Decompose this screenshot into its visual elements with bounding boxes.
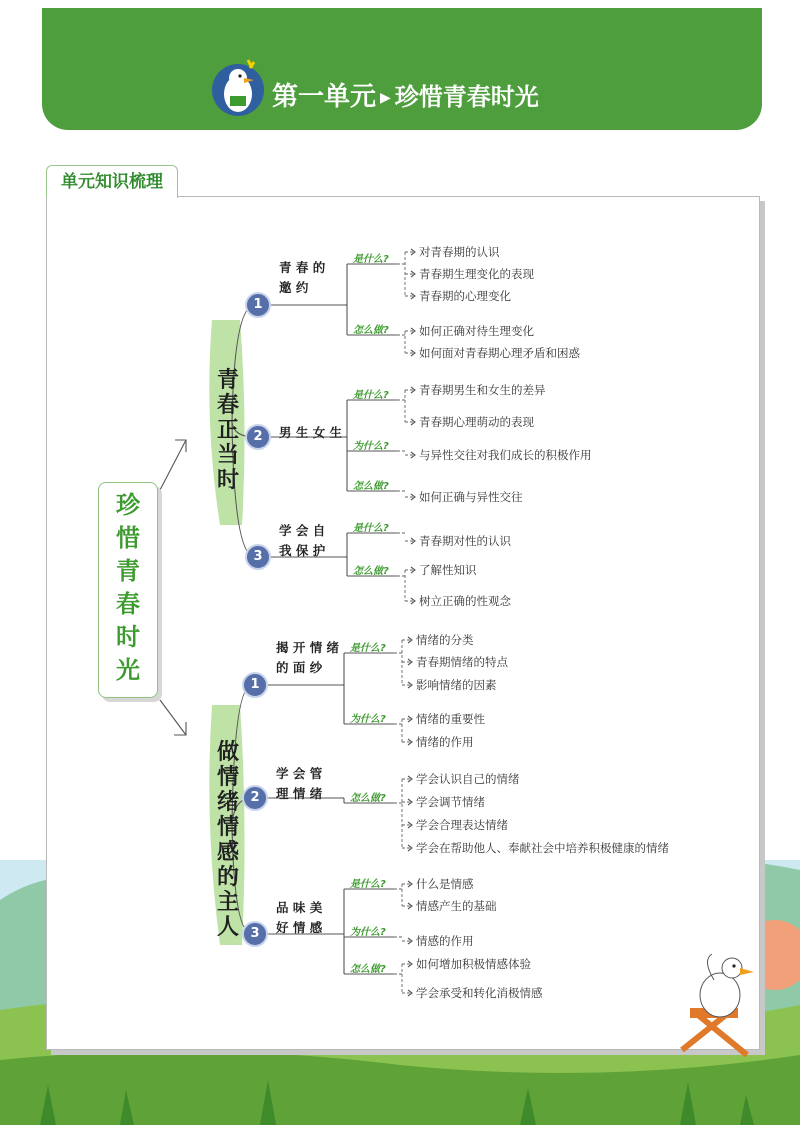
knowledge-item: 情绪的重要性 bbox=[416, 712, 485, 726]
knowledge-item: 什么是情感 bbox=[416, 877, 474, 891]
knowledge-item: 青春期对性的认识 bbox=[419, 534, 511, 548]
topic-title bbox=[279, 258, 325, 298]
connector-line bbox=[160, 700, 186, 735]
knowledge-item: 学会认识自己的情绪 bbox=[416, 772, 520, 786]
question-label: 是什么? bbox=[353, 523, 389, 534]
branch-title-char: 绪 bbox=[216, 790, 239, 815]
knowledge-item: 了解性知识 bbox=[419, 563, 477, 577]
knowledge-item: 影响情绪的因素 bbox=[416, 678, 497, 692]
question-label: 怎么做? bbox=[350, 964, 386, 975]
knowledge-item: 树立正确的性观念 bbox=[419, 594, 511, 608]
branch-title bbox=[214, 740, 242, 940]
branch-title-char: 情 bbox=[216, 815, 239, 840]
knowledge-item: 如何增加积极情感体验 bbox=[416, 957, 531, 971]
root-char: 青 bbox=[116, 557, 140, 585]
root-title bbox=[99, 489, 157, 687]
branch-title-char: 情 bbox=[216, 765, 239, 790]
knowledge-item: 情感产生的基础 bbox=[416, 899, 497, 913]
branch-title-char: 春 bbox=[216, 393, 239, 418]
knowledge-item: 学会承受和转化消极情感 bbox=[416, 986, 543, 1000]
question-label: 为什么? bbox=[350, 927, 386, 938]
topic-number-badge: 2 bbox=[245, 424, 271, 450]
branch-title bbox=[214, 368, 242, 493]
knowledge-item: 情绪的分类 bbox=[416, 633, 474, 647]
root-char: 时 bbox=[116, 623, 140, 651]
knowledge-item: 如何面对青春期心理矛盾和困惑 bbox=[419, 346, 580, 360]
knowledge-item: 学会调节情绪 bbox=[416, 795, 485, 809]
topic-title-line: 学 会 管 bbox=[276, 766, 323, 781]
topic-title bbox=[276, 898, 322, 938]
knowledge-item: 如何正确对待生理变化 bbox=[419, 324, 534, 338]
question-label: 是什么? bbox=[350, 643, 386, 654]
question-label: 怎么做? bbox=[353, 325, 389, 336]
unit-title: 珍惜青春时光 bbox=[394, 83, 539, 111]
topic-number-badge: 1 bbox=[245, 292, 271, 318]
root-char: 珍 bbox=[116, 491, 140, 519]
knowledge-item: 对青春期的认识 bbox=[419, 245, 500, 259]
topic-title-line: 学 会 自 bbox=[279, 523, 326, 538]
branch-title-char: 做 bbox=[216, 740, 239, 765]
root-char: 春 bbox=[116, 590, 140, 618]
topic-number-badge: 2 bbox=[242, 785, 268, 811]
knowledge-item: 青春期情绪的特点 bbox=[416, 655, 508, 669]
question-label: 是什么? bbox=[350, 879, 386, 890]
goose-chair-illustration bbox=[672, 950, 762, 1060]
branch-title-char: 青 bbox=[216, 368, 239, 393]
section-label: 单元知识梳理 bbox=[46, 165, 178, 198]
branch-title-char: 时 bbox=[216, 468, 239, 493]
topic-title-line: 男 生 女 生 bbox=[279, 425, 343, 440]
topic-title-line: 青 春 的 bbox=[279, 260, 326, 275]
question-label: 怎么做? bbox=[350, 793, 386, 804]
topic-number-badge: 1 bbox=[242, 672, 268, 698]
question-label: 怎么做? bbox=[353, 566, 389, 577]
branch-title-char: 正 bbox=[216, 418, 239, 443]
knowledge-item: 与异性交往对我们成长的积极作用 bbox=[419, 448, 592, 462]
knowledge-item: 情绪的作用 bbox=[416, 735, 474, 749]
topic-title-line: 品 味 美 bbox=[276, 900, 323, 915]
topic-title bbox=[279, 521, 325, 561]
branch-title-char: 感 bbox=[216, 840, 239, 865]
branch-title-char: 当 bbox=[216, 443, 239, 468]
topic-number-badge: 3 bbox=[245, 544, 271, 570]
root-char: 光 bbox=[116, 656, 140, 684]
topic-title-line: 我 保 护 bbox=[279, 543, 326, 558]
root-char: 惜 bbox=[116, 524, 140, 552]
knowledge-item: 学会合理表达情绪 bbox=[416, 818, 508, 832]
topic-title-line: 邀 约 bbox=[279, 280, 309, 295]
branch-title-char: 主 bbox=[216, 890, 239, 915]
connector-line bbox=[160, 440, 186, 490]
topic-title-line: 理 情 绪 bbox=[276, 786, 323, 801]
branch-title-char: 人 bbox=[216, 915, 239, 940]
root-node bbox=[98, 482, 158, 698]
topic-title-line: 好 情 感 bbox=[276, 920, 323, 935]
branch-title-char: 的 bbox=[216, 865, 239, 890]
knowledge-item: 青春期男生和女生的差异 bbox=[419, 383, 546, 397]
knowledge-item: 学会在帮助他人、奉献社会中培养积极健康的情绪 bbox=[416, 841, 669, 855]
question-label: 为什么? bbox=[350, 714, 386, 725]
topic-number-badge: 3 bbox=[242, 921, 268, 947]
topic-title bbox=[279, 423, 342, 443]
knowledge-item: 青春期的心理变化 bbox=[419, 289, 511, 303]
topic-title bbox=[276, 638, 339, 678]
question-label: 是什么? bbox=[353, 254, 389, 265]
knowledge-item: 青春期生理变化的表现 bbox=[419, 267, 534, 281]
question-label: 是什么? bbox=[353, 390, 389, 401]
question-label: 为什么? bbox=[353, 441, 389, 452]
knowledge-item: 情感的作用 bbox=[416, 934, 474, 948]
topic-title-line: 揭 开 情 绪 bbox=[276, 640, 340, 655]
topic-title-line: 的 面 纱 bbox=[276, 660, 323, 675]
title-separator-icon: ▶ bbox=[380, 89, 391, 106]
question-label: 怎么做? bbox=[353, 481, 389, 492]
unit-label: 第一单元 bbox=[272, 82, 377, 112]
knowledge-item: 如何正确与异性交往 bbox=[419, 490, 523, 504]
knowledge-item: 青春期心理萌动的表现 bbox=[419, 415, 534, 429]
topic-title bbox=[276, 764, 322, 804]
